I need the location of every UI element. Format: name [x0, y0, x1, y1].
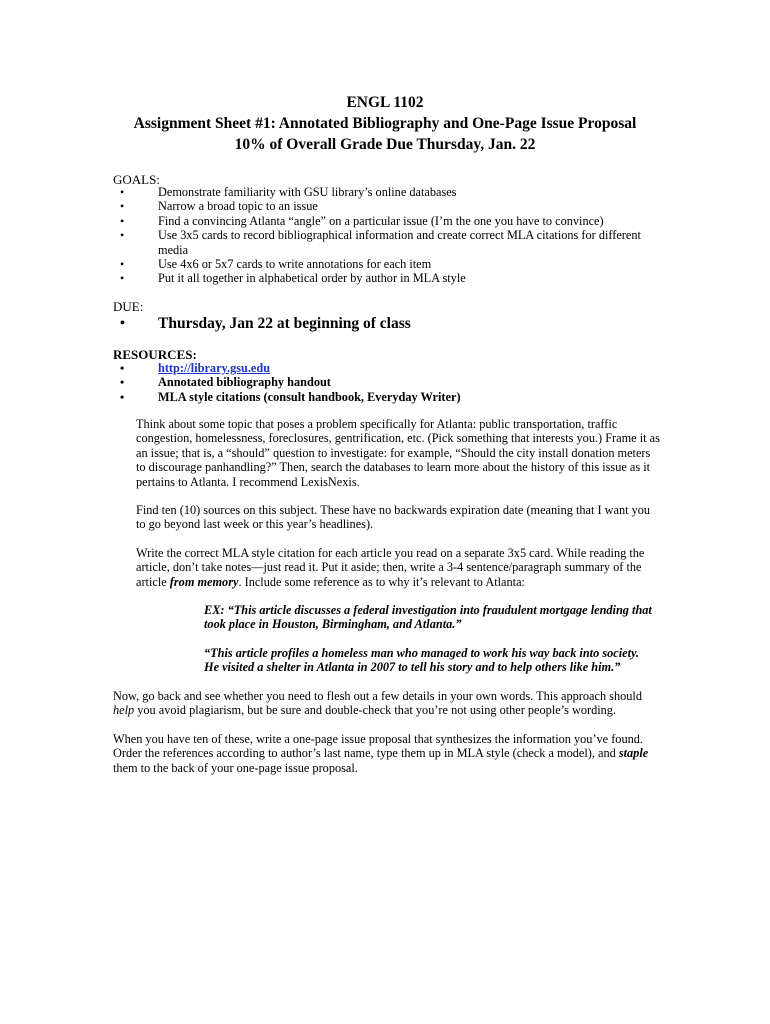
- goal-item: • Use 4x6 or 5x7 cards to write annotations for each item: [120, 257, 432, 272]
- assignment-title: Assignment Sheet #1: Annotated Bibliography and One-Page Issue Proposal: [133, 115, 637, 132]
- resources-list: [120, 361, 660, 404]
- grade-due-line: 10% of Overall Grade Due Thursday, Jan. 22: [234, 136, 536, 153]
- course-title: ENGL 1102: [346, 94, 424, 111]
- citation-paragraph: Write the correct MLA style citation for each article you read on a separate 3x5 card. While reading the article, don’t take notes—just read it. Put it aside; then, write a 3-4 sentence/paragraph summary of the article from memory. Include some reference as to why it’s relevant to Atlanta:: [136, 546, 645, 589]
- plagiarism-paragraph: Now, go back and see whether you need to flesh out a few details in your own words. This approach should help you avoid plagiarism, but be sure and double-check that you’re not using other people’s wording.: [113, 689, 642, 718]
- library-link[interactable]: http://library.gsu.edu: [158, 361, 271, 375]
- emphasis-staple: staple: [618, 746, 649, 761]
- bullet-icon: •: [120, 389, 125, 404]
- bullet-icon: •: [120, 185, 125, 199]
- emphasis-help: help: [113, 703, 135, 718]
- resources-label: RESOURCES:: [113, 347, 197, 362]
- title-block: [0, 92, 770, 155]
- resource-item: • Annotated bibliography handout: [120, 375, 331, 390]
- bullet-icon: •: [120, 213, 125, 228]
- bullet-icon: •: [120, 316, 125, 331]
- resource-item: • MLA style citations (consult handbook, Everyday Writer): [120, 389, 461, 404]
- goal-item: • Narrow a broad topic to an issue: [120, 199, 318, 214]
- topic-paragraph: Think about some topic that poses a problem specifically for Atlanta: public transportation, traffic congestion, homelessness, foreclosures, gentrification, etc. (Pick something that interests you.) Frame it as an issue; that is, a “should” question to investigate: for example, “Should the city install donation meters to discourage panhandling?” Then, search the databases to learn more about the history of this issue as it pertains to Atlanta. I recommend LexisNexis.: [136, 417, 660, 489]
- example-quote-1: EX: “This article discusses a federal investigation into fraudulent mortgage lending that took place in Houston, Birmingham, and Atlanta.”: [204, 603, 652, 632]
- proposal-paragraph: When you have ten of these, write a one-page issue proposal that synthesizes the information you’ve found. Order the references according to author’s last name, type them up in MLA style (check a model), and staple them to the back of your one-page issue proposal.: [113, 732, 649, 775]
- emphasis-from-memory: from memory: [169, 574, 239, 589]
- due-date-text: Thursday, Jan 22 at beginning of class: [158, 315, 411, 332]
- goal-item: • Use 3x5 cards to record bibliographical information and create correct MLA citations for different media: [120, 228, 641, 257]
- sources-paragraph: Find ten (10) sources on this subject. These have no backwards expiration date (meaning that I want you to go beyond last week or this year’s headlines).: [136, 503, 651, 532]
- due-label: DUE:: [113, 299, 144, 314]
- example-quote-2: “This article profiles a homeless man who managed to work his way back into society. He visited a shelter in Atlanta in 2007 to tell his story and to help others like him.”: [204, 646, 640, 675]
- goal-item: • Put it all together in alphabetical order by author in MLA style: [120, 271, 466, 286]
- goals-list: [120, 185, 660, 286]
- bullet-icon: •: [120, 199, 125, 214]
- bullet-icon: •: [120, 361, 125, 375]
- bullet-icon: •: [120, 257, 125, 272]
- bullet-icon: •: [120, 271, 125, 286]
- bullet-icon: •: [120, 375, 125, 390]
- goal-item: • Demonstrate familiarity with GSU library’s online databases: [120, 185, 457, 199]
- goal-item: • Find a convincing Atlanta “angle” on a particular issue (I’m the one you have to convince): [120, 213, 604, 228]
- goals-label: GOALS:: [113, 172, 160, 187]
- bullet-icon: •: [120, 228, 125, 243]
- resource-item: [120, 361, 660, 375]
